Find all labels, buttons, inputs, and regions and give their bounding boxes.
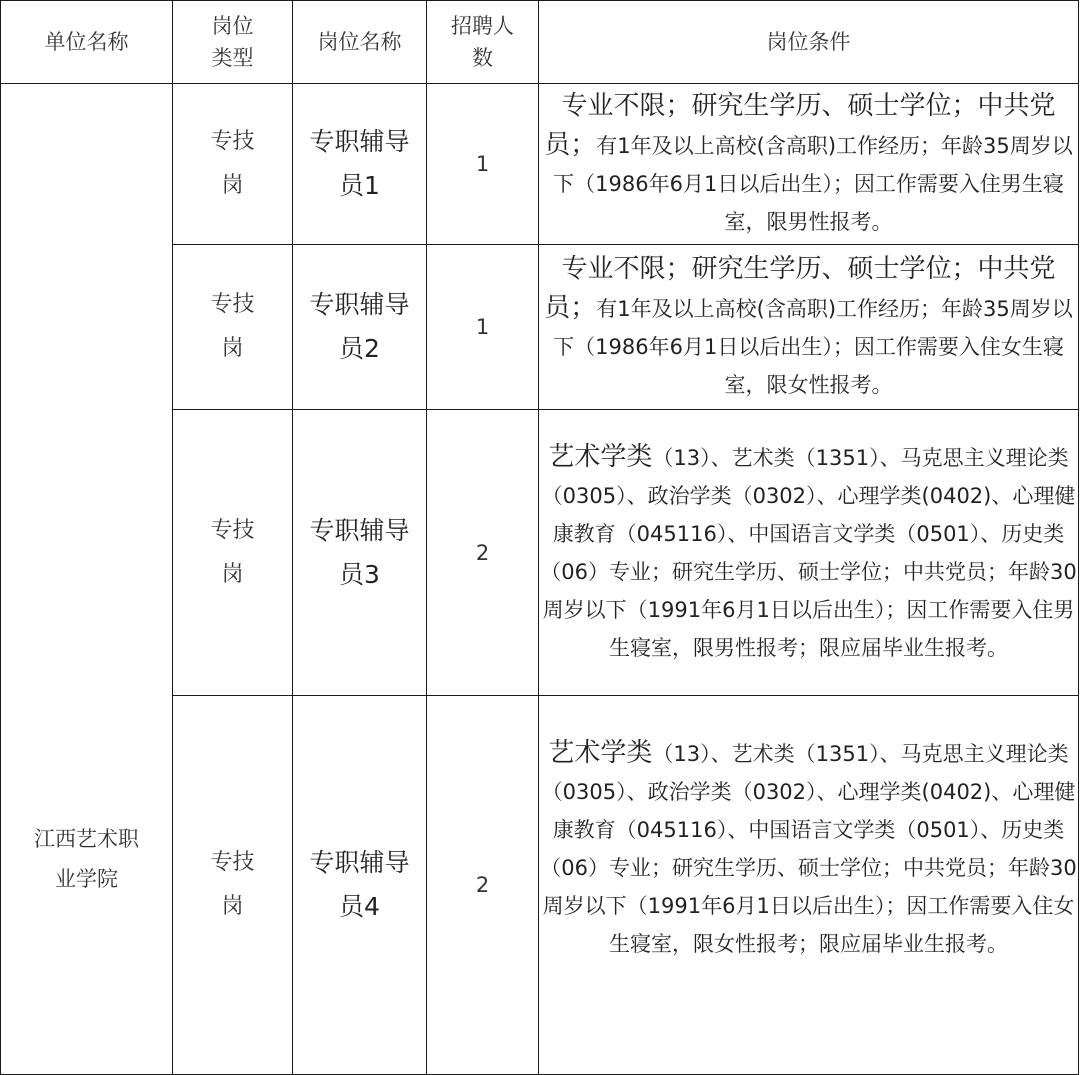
- conditions-lead: 艺术学类: [548, 738, 653, 768]
- conditions-lead: 艺术学类: [548, 442, 653, 472]
- position-name-cell: 专职辅导员2: [293, 245, 427, 410]
- conditions-rest: 有1年及以上高校(含高职)工作经历；年龄35周岁以下（1986年6月1日以后出生）；因工作需要入住男生寝室，限男性报考。: [553, 134, 1073, 234]
- position-type-cell: 专技岗: [173, 84, 293, 245]
- header-conditions: 岗位条件: [539, 1, 1079, 84]
- conditions-cell: [539, 245, 1079, 410]
- headcount-cell: 2: [427, 410, 539, 696]
- conditions-rest: （13）、艺术类（1351）、马克思主义理论类（0305）、政治学类（0302）、心理学类(0402)、心理健康教育（045116）、中国语言文学类（0501）、历史类（06）专业；研究生学历、硕士学位；中共党员；年龄30周岁以下（1991年6月1日以后出生）；因工作需要入住女生寝室，限女性报考；限应届毕业生报考。: [540, 742, 1077, 956]
- header-count: 招聘人数: [427, 1, 539, 84]
- unit-name-cell: 江西艺术职业学院: [1, 84, 173, 1075]
- conditions-rest: 有1年及以上高校(含高职)工作经历；年龄35周岁以下（1986年6月1日以后出生）；因工作需要入住女生寝室，限女性报考。: [553, 297, 1073, 397]
- position-type-cell: 专技岗: [173, 410, 293, 696]
- position-type-cell: 专技岗: [173, 245, 293, 410]
- conditions-cell: [539, 410, 1079, 696]
- position-name-cell: 专职辅导员3: [293, 410, 427, 696]
- conditions-rest: （13）、艺术类（1351）、马克思主义理论类（0305）、政治学类（0302）、心理学类(0402)、心理健康教育（045116）、中国语言文学类（0501）、历史类（06）专业；研究生学历、硕士学位；中共党员；年龄30周岁以下（1991年6月1日以后出生）；因工作需要入住男生寝室，限男性报考；限应届毕业生报考。: [540, 446, 1077, 660]
- position-name-cell: 专职辅导员1: [293, 84, 427, 245]
- headcount-cell: 2: [427, 696, 539, 1075]
- headcount-cell: 1: [427, 84, 539, 245]
- conditions-lead: 专业不限；研究生学历、硕士学位；中共党员；: [544, 91, 1056, 160]
- header-name: 岗位名称: [293, 1, 427, 84]
- conditions-cell: [539, 696, 1079, 1075]
- conditions-cell: [539, 84, 1079, 245]
- header-type: 岗位类型: [173, 1, 293, 84]
- position-name-cell: 专职辅导员4: [293, 696, 427, 1075]
- headcount-cell: 1: [427, 245, 539, 410]
- table-row: [1, 84, 1079, 245]
- header-unit: 单位名称: [1, 1, 173, 84]
- table-header-row: [1, 1, 1079, 84]
- conditions-lead: 专业不限；研究生学历、硕士学位；中共党员；: [544, 254, 1056, 323]
- position-type-cell: 专技岗: [173, 696, 293, 1075]
